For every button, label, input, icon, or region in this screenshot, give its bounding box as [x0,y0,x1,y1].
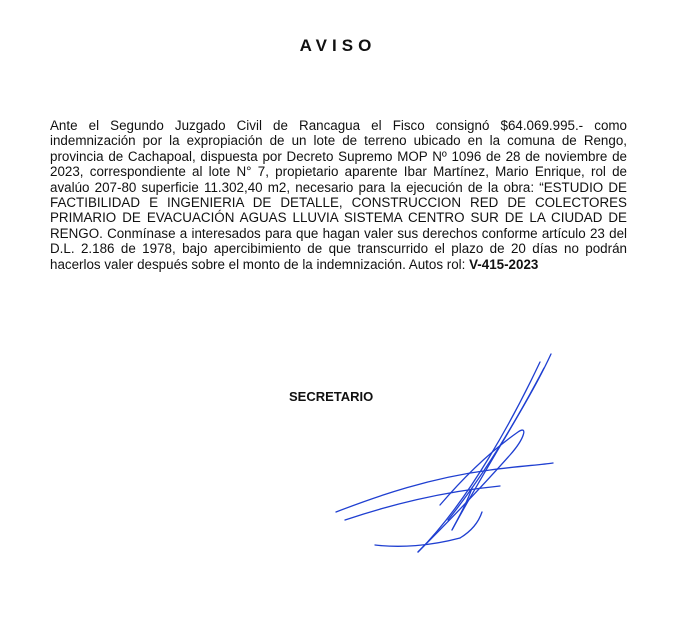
case-number: V-415-2023 [469,256,539,272]
notice-body [50,118,627,272]
notice-body-text: Ante el Segundo Juzgado Civil de Rancagua el Fisco consignó $64.069.995.- como indemnización por la expropiación de un lote de terreno ubicado en la comuna de Rengo, provincia de Cachapoal, dispuesta por Decreto Supremo MOP Nº 1096 de 28 de noviembre de 2023, correspondiente al lote N° 7, propietario aparente Ibar Martínez, Mario Enrique, rol de avalúo 207-80 superficie 11.302,40 m2, necesario para la ejecución de la obra: “ESTUDIO DE FACTIBILIDAD E INGENIERIA DE DETALLE, CONSTRUCCION RED DE COLECTORES PRIMARIO DE EVACUACIÓN AGUAS LLUVIA SISTEMA CENTRO SUR DE LA CIUDAD DE RENGO. Conmínase a interesados para que hagan valer sus derechos conforme artículo 23 del D.L. 2.186 de 1978, bajo apercibimiento de que transcurrido el plazo de 20 días no podrán hacerlos valer después sobre el monto de la indemnización. Autos rol: [50,118,627,272]
notice-title: AVISO [299,36,377,55]
secretary-label: SECRETARIO [289,389,374,404]
